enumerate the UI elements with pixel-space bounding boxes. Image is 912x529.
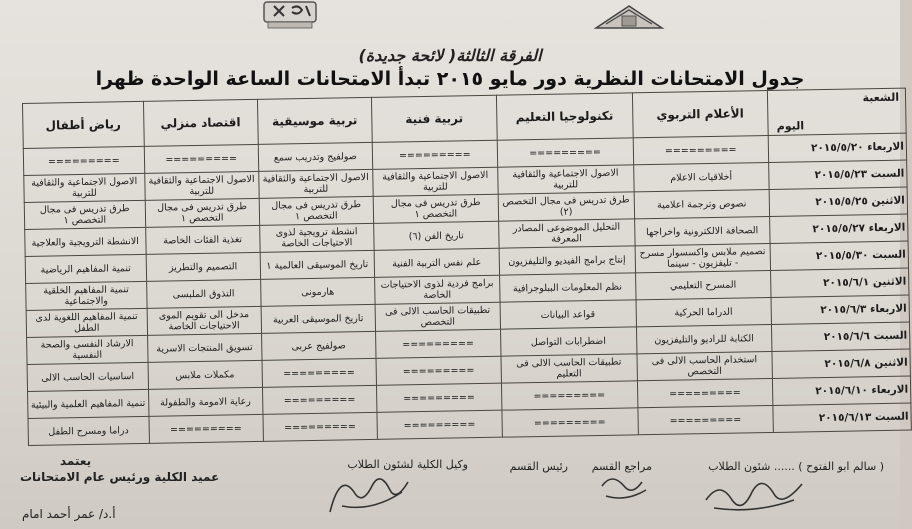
dept-reviewer-label: مراجع القسم xyxy=(591,460,652,473)
exam-subject-cell: انشطة ترويجية لذوى الاحتياجات الخاصة xyxy=(259,223,374,252)
dean-name: أ.د/ عمر أحمد امام xyxy=(22,507,116,521)
exam-subject-cell: ========= xyxy=(497,138,633,167)
exam-subject-cell: الانشطة الترويجية والعلاجية xyxy=(25,227,146,256)
day-cell: السبت ٢٠١٥/٥/٣٠ xyxy=(770,241,908,270)
column-header: الأعلام التربوي xyxy=(632,90,768,137)
exam-subject-cell: الاصول الاجتماعية والثقافية للتربية xyxy=(373,167,498,196)
day-cell: الاثنين ٢٠١٥/٦/١ xyxy=(771,268,909,297)
exam-subject-cell: تنمية المفاهيم الخلقية والاجتماعية xyxy=(26,281,147,310)
exam-subject-cell: طرق تدريس فى مجال التخصص (٢) xyxy=(498,192,634,221)
exam-subject-cell: ========= xyxy=(263,412,378,441)
exam-subject-cell: نظم المعلومات الببلوجرافية xyxy=(499,273,635,302)
exam-subject-cell: تغذية الفئات الخاصة xyxy=(145,225,260,254)
affairs-signature xyxy=(700,470,810,516)
exam-subject-cell: ========= xyxy=(372,140,497,169)
exam-subject-cell: التحليل الموضوعى المصادر المعرفة xyxy=(498,219,634,248)
exam-subject-cell: رعاية الامومة والطفولة xyxy=(148,387,263,416)
day-cell: الاثنين ٢٠١٥/٥/٢٥ xyxy=(769,187,907,216)
exam-subject-cell: ========= xyxy=(262,358,377,387)
exam-subject-cell: المسرح التعليمي xyxy=(635,270,771,299)
column-header: تكنولوجيا التعليم xyxy=(496,93,632,140)
exam-subject-cell: الكتابة للراديو والتليفزيون xyxy=(636,324,772,353)
exam-subject-cell: صولفيج وتدريب سمع xyxy=(258,142,373,171)
exam-subject-cell: صولفيج عربى xyxy=(261,331,376,360)
exam-subject-cell: التذوق الملبسى xyxy=(146,279,261,308)
exam-subject-cell: التصميم والتطريز xyxy=(146,252,261,281)
column-header: تربية موسيقية xyxy=(257,97,372,144)
corner-header xyxy=(768,88,907,135)
day-cell: السبت ٢٠١٥/٦/٦ xyxy=(772,322,910,351)
exam-subject-cell: هارمونى xyxy=(260,277,375,306)
exam-subject-cell: طرق تدريس فى مجال التخصص ١ xyxy=(373,194,498,223)
exam-subject-cell: الصحافة الالكترونية واخراجها xyxy=(634,216,770,245)
day-cell: الاربعاء ٢٠١٥/٦/٣ xyxy=(771,295,909,324)
university-logo-right xyxy=(592,0,666,30)
exam-subject-cell: دراما ومسرح الطفل xyxy=(28,416,149,445)
exam-subject-cell: ========= xyxy=(262,385,377,414)
column-header: رياض أطفال xyxy=(23,101,144,148)
schedule-title: جدول الامتحانات النظرية دور مايو ٢٠١٥ تبدأ الامتحانات الساعة الواحدة ظهرا xyxy=(95,68,805,90)
exam-subject-cell: طرق تدريس فى مجال التخصص ١ xyxy=(24,200,145,229)
dean-title: عميد الكلية ورئيس عام الامتحانات xyxy=(20,470,220,484)
approval-label: يعتمد xyxy=(60,454,92,468)
exam-subject-cell: طرق تدريس فى مجال التخصص ١ xyxy=(259,196,374,225)
exam-subject-cell: أخلاقيات الاعلام xyxy=(633,162,769,191)
exam-subject-cell: اساسيات الحاسب الالى xyxy=(27,362,148,391)
exam-subject-cell: برامج فردية لذوى الاحتياجات الخاصة xyxy=(375,275,500,304)
class-level-subtitle: الفرقة الثالثة( لائحة جديدة) xyxy=(358,46,542,65)
exam-subject-cell: تاريخ الموسيقى العالمية ١ xyxy=(260,250,375,279)
exam-subject-cell: تاريخ الموسيقى العربية xyxy=(261,304,376,333)
exam-subject-cell: تصميم ملابس واكسسوار مسرح - تليفزيون - سينما xyxy=(635,243,771,272)
exam-subject-cell: ========= xyxy=(23,146,144,175)
faculty-logo-left xyxy=(258,0,322,30)
exam-subject-cell: الدراما الحركية xyxy=(636,297,772,326)
exam-subject-cell: إنتاج برامج الفيديو والتليفزيون xyxy=(499,246,635,275)
exam-subject-cell: تطبيقات الحاسب الالى فى التعليم xyxy=(501,354,637,383)
exam-subject-cell: نصوص وترجمة اعلامية xyxy=(634,189,770,218)
exam-subject-cell: اضطرابات التواصل xyxy=(500,327,636,356)
reviewer-signature xyxy=(596,466,656,506)
exam-subject-cell: استخدام الحاسب الالى فى التخصص xyxy=(636,351,772,380)
exam-subject-cell: مدخل الى تقويم الموى الاحتياجات الخاصة xyxy=(147,306,262,335)
day-cell: الاربعاء ٢٠١٥/٦/١٠ xyxy=(773,376,911,405)
column-header: تربية فنية xyxy=(371,95,497,142)
student-affairs-signature-label: ( سالم ابو الفتوح ) ...... شئون الطلاب xyxy=(708,460,884,473)
exam-subject-cell: تاريخ الفن (٦) xyxy=(374,221,499,250)
exam-subject-cell: ========= xyxy=(149,414,264,443)
division-label: الشعبة xyxy=(862,90,900,105)
exam-subject-cell: قواعد البيانات xyxy=(500,300,636,329)
exam-subject-cell: علم نفس التربية الفنية xyxy=(374,248,499,277)
exam-subject-cell: الاصول الاجتماعية والثقافية للتربية xyxy=(24,173,145,202)
exam-subject-cell: ========= xyxy=(376,383,501,412)
day-cell: السبت ٢٠١٥/٥/٢٣ xyxy=(769,160,907,189)
exam-subject-cell: ========= xyxy=(144,144,259,173)
day-cell: الاثنين ٢٠١٥/٦/٨ xyxy=(772,349,910,378)
vice-dean-label: وكيل الكلية لشئون الطلاب xyxy=(347,458,468,471)
exam-subject-cell: تطبيقات الحاسب الالى فى التخصص xyxy=(375,302,500,331)
exam-subject-cell: ========= xyxy=(637,378,773,407)
exam-subject-cell: ========= xyxy=(633,135,769,164)
exam-subject-cell: طرق تدريس فى مجال التخصص ١ xyxy=(145,198,260,227)
exam-subject-cell: ========= xyxy=(375,329,500,358)
exam-subject-cell: ========= xyxy=(376,356,501,385)
exam-subject-cell: الاصول الاجتماعية والثقافية للتربية xyxy=(144,171,259,200)
exam-subject-cell: ========= xyxy=(502,408,638,437)
day-label: اليوم xyxy=(776,119,805,133)
exam-subject-cell: تنمية المفاهيم العلمية والبيئية xyxy=(28,389,149,418)
exam-table xyxy=(22,88,912,446)
dept-head-label: رئيس القسم xyxy=(509,460,568,473)
exam-subject-cell: ========= xyxy=(377,410,502,439)
exam-subject-cell: الاصول الاجتماعية والثقافية للتربية xyxy=(259,169,374,198)
exam-subject-cell: تنمية المفاهيم الرياضية xyxy=(25,254,146,283)
exam-subject-cell: ========= xyxy=(501,381,637,410)
vice-dean-signature xyxy=(322,462,432,522)
exam-subject-cell: الارشاد النفسى والصحة النفسية xyxy=(27,335,148,364)
exam-subject-cell: تسويق المنتجات الاسرية xyxy=(147,333,262,362)
exam-subject-cell: ========= xyxy=(637,405,773,434)
day-cell: الاربعاء ٢٠١٥/٥/٢٠ xyxy=(768,133,906,162)
column-header: اقتصاد منزلي xyxy=(143,99,258,146)
day-cell: السبت ٢٠١٥/٦/١٣ xyxy=(773,403,911,432)
exam-subject-cell: الاصول الاجتماعية والثقافية للتربية xyxy=(498,165,634,194)
exam-subject-cell: مكملات ملابس xyxy=(148,360,263,389)
exam-subject-cell: تنمية المفاهيم اللغوية لدى الطفل xyxy=(26,308,147,337)
day-cell: الاربعاء ٢٠١٥/٥/٢٧ xyxy=(770,214,908,243)
